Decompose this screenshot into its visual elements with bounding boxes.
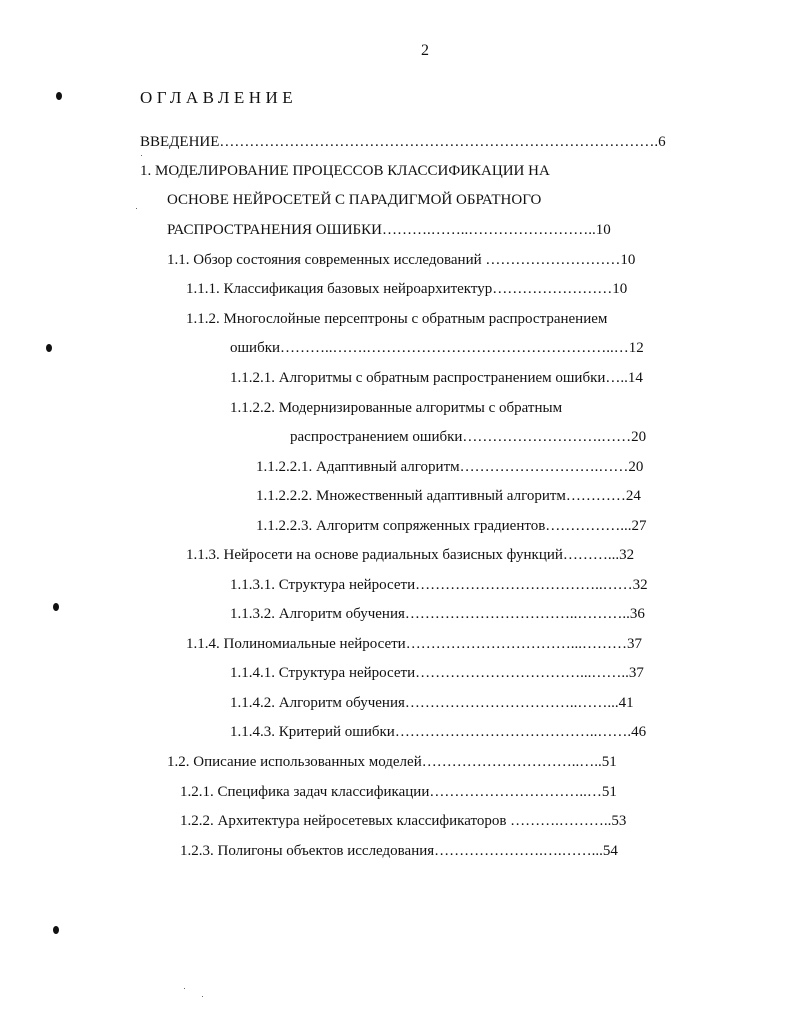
- toc-entry-1-1-4-2: 1.1.4.2. Алгоритм обучения……………………………..……...41: [230, 695, 634, 711]
- toc-entry-1-1-4-1: 1.1.4.1. Структура нейросети……………………………...……..37: [230, 665, 644, 681]
- margin-mark: [56, 92, 62, 100]
- toc-entry-1-1-3-1: 1.1.3.1. Структура нейросети………………………………..……32: [230, 577, 648, 593]
- toc-entry-1-1-3-2: 1.1.3.2. Алгоритм обучения……………………………..………..36: [230, 606, 645, 622]
- toc-entry-1-1-2-1: 1.1.2.1. Алгоритмы с обратным распространением ошибки…..14: [230, 370, 643, 386]
- toc-entry-1-1-2-2-cont: распространением ошибки……………………….……20: [290, 429, 647, 445]
- toc-entry-introduction: ВВЕДЕНИЕ…………………………………………………………………………….6: [140, 134, 666, 150]
- scan-speck: [141, 155, 142, 156]
- toc-entry-chapter-1-end: РАСПРОСТРАНЕНИЯ ОШИБКИ……….……..……………………..10: [167, 222, 611, 238]
- margin-mark: [46, 344, 52, 352]
- toc-entry-1-1-4: 1.1.4. Полиномиальные нейросети……………………………...………37: [186, 636, 642, 652]
- page-title: ОГЛАВЛЕНИЕ: [140, 88, 298, 107]
- scan-speck: [184, 988, 185, 989]
- toc-entry-1-1-2-2: 1.1.2.2. Модернизированные алгоритмы с обратным: [230, 400, 563, 416]
- page-number: 2: [421, 42, 429, 59]
- scan-speck: [202, 996, 203, 997]
- toc-entry-1-1-1: 1.1.1. Классификация базовых нейроархитектур……………………10: [186, 281, 628, 297]
- toc-entry-1-1-2-2-3: 1.1.2.2.3. Алгоритм сопряженных градиентов……………...27: [256, 518, 647, 534]
- toc-entry-1-1-2: 1.1.2. Многослойные персептроны с обратным распространением: [186, 311, 608, 327]
- margin-mark: [53, 926, 59, 934]
- margin-mark: [53, 603, 59, 611]
- toc-entry-1-2-2: 1.2.2. Архитектура нейросетевых классификаторов ……….………..53: [180, 813, 627, 829]
- toc-entry-chapter-1-cont: ОСНОВЕ НЕЙРОСЕТЕЙ С ПАРАДИГМОЙ ОБРАТНОГО: [167, 192, 542, 208]
- toc-entry-1-1-4-3: 1.1.4.3. Критерий ошибки…………………………………..…….46: [230, 724, 647, 740]
- scan-speck: [136, 208, 137, 209]
- toc-entry-1-2-3: 1.2.3. Полигоны объектов исследования………………….….……...54: [180, 843, 618, 859]
- toc-entry-1-1-3: 1.1.3. Нейросети на основе радиальных базисных функций………...32: [186, 547, 635, 563]
- toc-entry-1-1-2-2-1: 1.1.2.2.1. Адаптивный алгоритм……………………….……20: [256, 459, 644, 475]
- toc-entry-1-1-2-cont: ошибки………..…….…………………………………………..…12: [230, 340, 644, 356]
- toc-entry-1-2: 1.2. Описание использованных моделей…………………………..…..51: [167, 754, 617, 770]
- toc-entry-chapter-1: 1. МОДЕЛИРОВАНИЕ ПРОЦЕССОВ КЛАССИФИКАЦИИ НА: [140, 163, 550, 179]
- toc-entry-1-2-1: 1.2.1. Специфика задач классификации…………………………..…51: [180, 784, 617, 800]
- toc-entry-1-1: 1.1. Обзор состояния современных исследований ………………………10: [167, 252, 636, 268]
- toc-entry-1-1-2-2-2: 1.1.2.2.2. Множественный адаптивный алгоритм…………24: [256, 488, 641, 504]
